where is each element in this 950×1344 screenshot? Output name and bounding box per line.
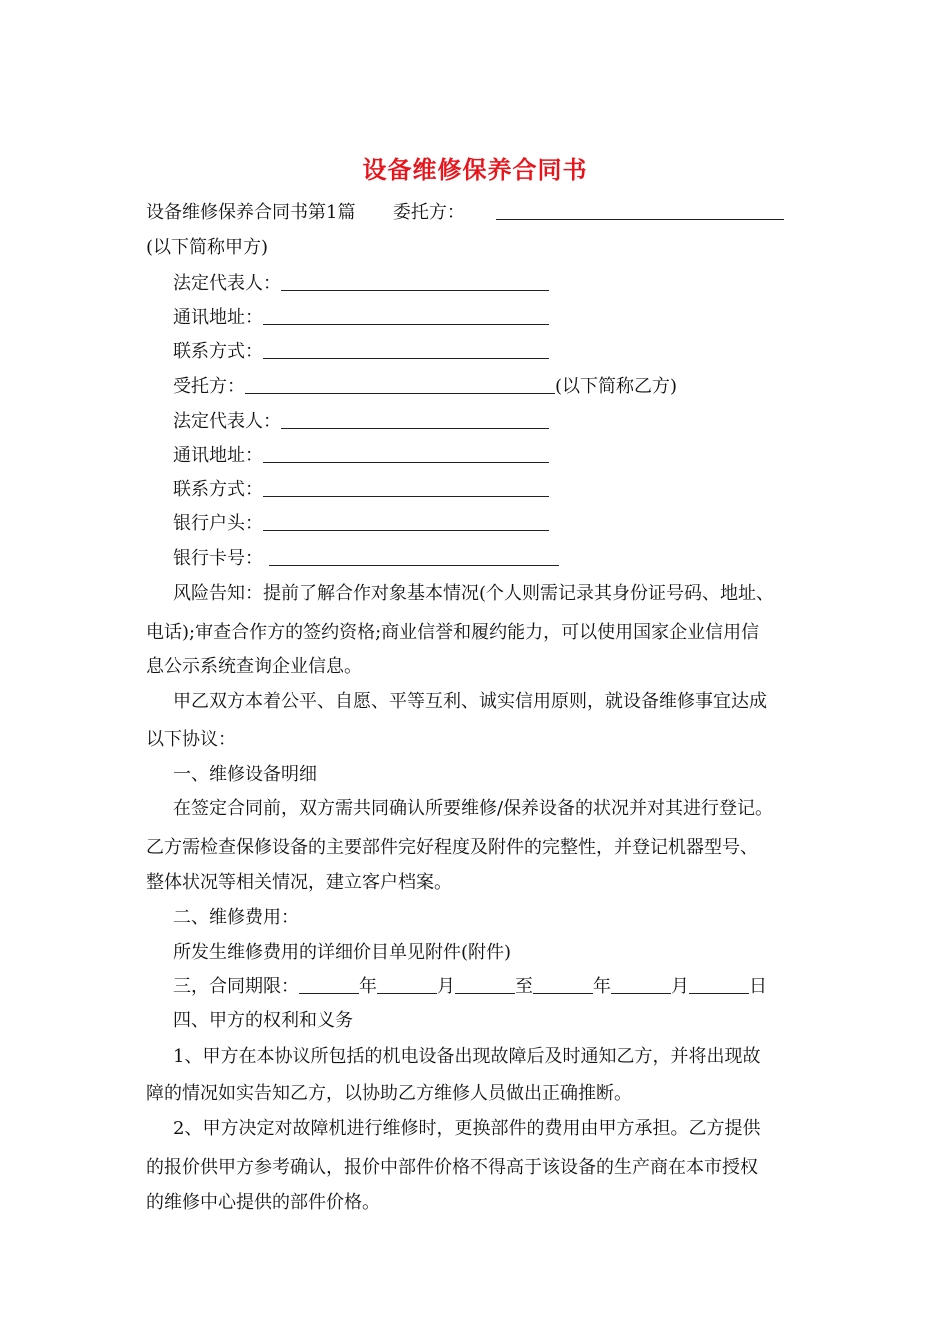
s1-line-2: 乙方需检查保修设备的主要部件完好程度及附件的完整性，并登记机器型号、 — [146, 837, 758, 858]
a-legal-rep-blank[interactable] — [281, 272, 549, 291]
b-bank-name-blank[interactable] — [263, 512, 549, 531]
end-day-blank[interactable] — [689, 975, 749, 994]
s4-p2-line-2: 的报价供甲方参考确认，报价中部件价格不得高于该设备的生产商在本市授权 — [146, 1157, 758, 1178]
intro-text: 设备维修保养合同书第1篇 — [146, 202, 356, 223]
end-year-blank[interactable] — [533, 975, 593, 994]
b-bank-card-blank[interactable] — [269, 547, 559, 566]
a-address-line — [173, 306, 838, 330]
b-legal-rep-line — [173, 410, 838, 434]
a-address-label: 通讯地址： — [173, 307, 263, 328]
s4-p1-line-2: 障的情况如实告知乙方，以协助乙方维修人员做出正确推断。 — [146, 1083, 632, 1104]
intro-line — [146, 201, 811, 225]
client-blank[interactable] — [496, 201, 784, 220]
a-legal-rep-label: 法定代表人： — [173, 273, 281, 294]
b-address-line — [173, 444, 838, 468]
end-month-label: 月 — [671, 976, 689, 997]
day-label: 日 — [749, 976, 767, 997]
s4-p1-line-1: 1、甲方在本协议所包括的机电设备出现故障后及时通知乙方，并将出现故 — [173, 1046, 761, 1067]
b-bank-card-label: 银行卡号： — [173, 548, 263, 569]
b-contact-blank[interactable] — [263, 478, 549, 497]
s3-term-line — [173, 975, 838, 999]
risk-line-1: 风险告知：提前了解合作对象基本情况(个人则需记录其身份证号码、地址、 — [173, 583, 775, 604]
b-abbr: (以下简称乙方) — [555, 376, 678, 397]
s1-line-1: 在签定合同前，双方需共同确认所要维修/保养设备的状况并对其进行登记。 — [173, 798, 774, 819]
s4-p2-line-1: 2、甲方决定对故障机进行维修时，更换部件的费用由甲方承担。乙方提供 — [173, 1118, 761, 1139]
year-label: 年 — [359, 976, 377, 997]
agreement-line-1: 甲乙双方本着公平、自愿、平等互利、诚实信用原则，就设备维修事宜达成 — [173, 691, 767, 712]
month-label: 月 — [437, 976, 455, 997]
to-label: 至 — [515, 976, 533, 997]
s3-heading: 三，合同期限： — [173, 976, 299, 997]
s2-heading: 二、维修费用： — [173, 907, 299, 928]
s4-p2-line-3: 的维修中心提供的部件价格。 — [146, 1192, 380, 1213]
a-contact-label: 联系方式： — [173, 341, 263, 362]
end-year-label: 年 — [593, 976, 611, 997]
end-month-blank[interactable] — [611, 975, 671, 994]
s2-line: 所发生维修费用的详细价目单见附件(附件) — [173, 942, 512, 963]
document-title: 设备维修保养合同书 — [362, 155, 588, 184]
b-address-label: 通讯地址： — [173, 445, 263, 466]
s1-heading: 一、维修设备明细 — [173, 764, 317, 785]
a-contact-line — [173, 340, 838, 364]
start-month-blank[interactable] — [377, 975, 437, 994]
risk-line-3: 息公示系统查询企业信息。 — [146, 656, 362, 677]
a-contact-blank[interactable] — [263, 340, 549, 359]
start-day-blank[interactable] — [455, 975, 515, 994]
b-legal-rep-blank[interactable] — [281, 410, 549, 429]
s1-line-3: 整体状况等相关情况，建立客户档案。 — [146, 872, 452, 893]
client-label: 委托方： — [392, 202, 465, 223]
b-blank[interactable] — [245, 375, 555, 394]
b-contact-label: 联系方式： — [173, 479, 263, 500]
a-legal-rep-line — [173, 272, 838, 296]
b-bank-card-line — [173, 547, 838, 571]
b-address-blank[interactable] — [263, 444, 549, 463]
b-label-line — [173, 375, 838, 399]
start-year-blank[interactable] — [299, 975, 359, 994]
b-bank-name-label: 银行户头： — [173, 513, 263, 534]
abbr-a: (以下简称甲方) — [146, 237, 269, 258]
b-label: 受托方： — [173, 376, 245, 397]
a-address-blank[interactable] — [263, 306, 549, 325]
risk-line-2: 电话);审查合作方的签约资格;商业信誉和履约能力，可以使用国家企业信用信 — [146, 622, 760, 643]
b-legal-rep-label: 法定代表人： — [173, 411, 281, 432]
b-bank-name-line — [173, 512, 838, 536]
b-contact-line — [173, 478, 838, 502]
s4-heading: 四、甲方的权利和义务 — [173, 1010, 353, 1031]
agreement-line-2: 以下协议： — [146, 729, 236, 750]
